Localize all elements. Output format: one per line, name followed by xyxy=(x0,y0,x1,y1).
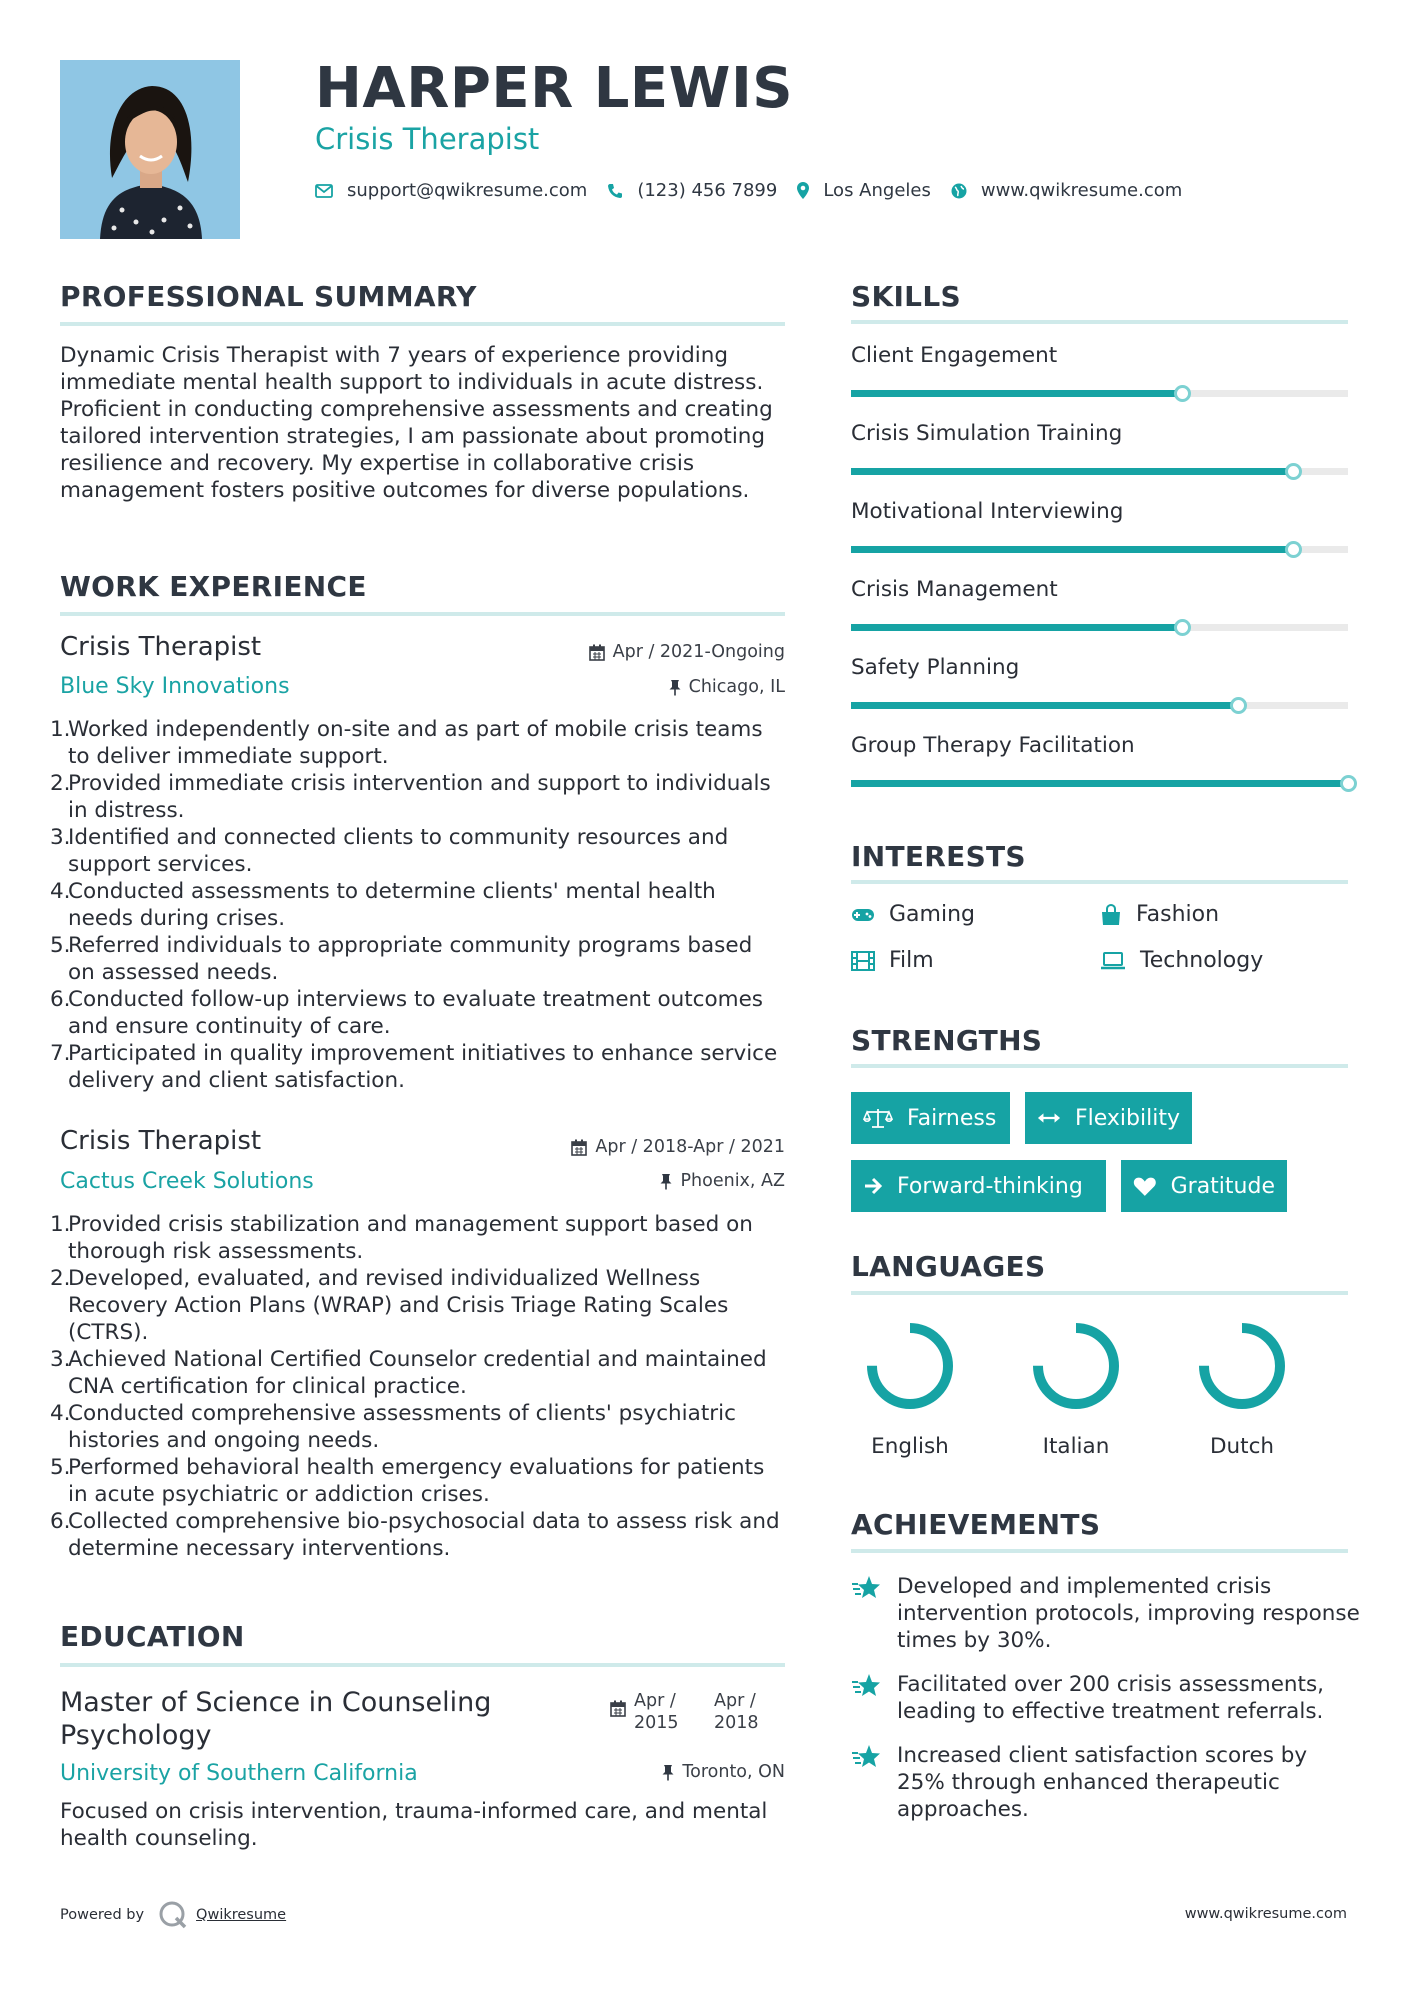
education-heading: EDUCATION xyxy=(60,1620,245,1653)
footer-powered-by: Powered by Qwikresume xyxy=(60,1900,286,1930)
strengths-heading: STRENGTHS xyxy=(851,1024,1043,1057)
skill-label: Safety Planning xyxy=(851,655,1020,680)
skill-bar xyxy=(851,546,1348,553)
skill-bar-fill xyxy=(851,702,1238,709)
strengths-divider xyxy=(851,1064,1348,1068)
list-item: 4. Conducted assessments to determine clients' mental health needs during crises. xyxy=(50,879,716,931)
job-location-text: Phoenix, AZ xyxy=(680,1171,785,1191)
education-end: Apr / 2018 xyxy=(714,1691,759,1733)
achievement-item: Facilitated over 200 crisis assessments, leading to effective treatment referrals. xyxy=(851,1671,1361,1725)
star-icon xyxy=(851,1673,881,1699)
arrow-right-icon xyxy=(863,1176,883,1196)
degree-title: Master of Science in Counseling Psychology xyxy=(60,1687,492,1751)
job-dates xyxy=(589,642,785,662)
job-location xyxy=(660,1171,785,1191)
job-responsibilities xyxy=(50,1211,785,1562)
pin-icon xyxy=(669,679,681,696)
skill-bar-knob xyxy=(1285,463,1302,480)
calendar-icon xyxy=(589,644,605,661)
interest-item: Fashion xyxy=(1100,902,1219,927)
profile-photo xyxy=(60,60,240,239)
interest-item: Film xyxy=(851,948,934,973)
qwikresume-logo-icon xyxy=(158,1900,188,1930)
gamepad-icon xyxy=(851,907,875,923)
contact-phone[interactable] xyxy=(607,180,777,201)
school-name: University of Southern California xyxy=(60,1761,418,1786)
experience-heading: WORK EXPERIENCE xyxy=(60,570,367,603)
candidate-role: Crisis Therapist xyxy=(315,122,540,156)
summary-text: Dynamic Crisis Therapist with 7 years of experience providing immediate mental health support to individuals in acute distress. Proficient in conducting comprehensive assessments and creating tailored intervention strategies, I am passionate about promoting resilience and recovery. My expertise in collaborative crisis management fosters positive outcomes for diverse populations. xyxy=(60,343,773,503)
pin-icon xyxy=(660,1173,672,1190)
contact-location xyxy=(797,180,931,201)
summary-divider xyxy=(60,322,785,326)
calendar-icon xyxy=(571,1139,587,1156)
phone-icon xyxy=(607,183,623,199)
skill-bar-knob xyxy=(1340,775,1357,792)
languages-heading: LANGUAGES xyxy=(851,1250,1046,1283)
strength-badge: Forward-thinking xyxy=(851,1160,1106,1212)
pin-icon xyxy=(662,1764,674,1781)
summary-heading: PROFESSIONAL SUMMARY xyxy=(60,280,477,313)
skill-bar-fill xyxy=(851,390,1182,397)
list-item: 6. Collected comprehensive bio-psychosocial data to assess risk and determine necessary interventions. xyxy=(50,1509,780,1561)
education-location xyxy=(662,1762,785,1782)
achievements-divider xyxy=(851,1549,1348,1553)
skill-bar xyxy=(851,468,1348,475)
website-text: www.qwikresume.com xyxy=(980,180,1183,201)
list-item: 3. Identified and connected clients to community resources and support services. xyxy=(50,825,729,877)
skill-label: Motivational Interviewing xyxy=(851,499,1124,524)
strength-badge: Flexibility xyxy=(1025,1092,1192,1144)
language-ring xyxy=(1194,1318,1290,1414)
list-item: 4. Conducted comprehensive assessments of clients' psychiatric histories and ongoing needs. xyxy=(50,1401,736,1453)
skill-bar xyxy=(851,780,1348,787)
experience-divider xyxy=(60,612,785,616)
language-item xyxy=(1187,1318,1297,1459)
skill-label: Client Engagement xyxy=(851,343,1058,368)
job-title: Crisis Therapist xyxy=(60,1126,262,1156)
heart-icon xyxy=(1133,1176,1157,1197)
footer-website[interactable]: www.qwikresume.com xyxy=(1184,1906,1347,1922)
globe-icon xyxy=(951,183,967,199)
list-item: 6. Conducted follow-up interviews to evaluate treatment outcomes and ensure continuity of care. xyxy=(50,987,764,1039)
phone-text: (123) 456 7899 xyxy=(637,180,778,201)
star-icon xyxy=(851,1575,881,1601)
interests-divider xyxy=(851,880,1348,884)
envelope-icon xyxy=(315,184,333,198)
language-item xyxy=(855,1318,965,1459)
languages-divider xyxy=(851,1291,1348,1295)
job-responsibilities xyxy=(50,716,785,1094)
company-name: Blue Sky Innovations xyxy=(60,674,290,699)
language-ring xyxy=(862,1318,958,1414)
star-icon xyxy=(851,1744,881,1770)
language-name: Italian xyxy=(1042,1434,1110,1459)
education-dates xyxy=(610,1690,794,1734)
job-dates-text: Apr / 2018-Apr / 2021 xyxy=(595,1137,785,1157)
job-title: Crisis Therapist xyxy=(60,632,262,662)
skill-bar-fill xyxy=(851,546,1293,553)
contact-bar xyxy=(315,180,1182,201)
footer-brand-link[interactable]: Qwikresume xyxy=(196,1907,287,1923)
shopping-bag-icon xyxy=(1100,904,1122,926)
candidate-name: HARPER LEWIS xyxy=(315,56,794,121)
education-start: Apr / 2015 xyxy=(634,1691,679,1733)
email-text: support@qwikresume.com xyxy=(347,180,588,201)
achievement-item: Increased client satisfaction scores by 25% through enhanced therapeutic approaches. xyxy=(851,1742,1361,1823)
laptop-icon xyxy=(1100,952,1126,970)
skill-label: Crisis Simulation Training xyxy=(851,421,1123,446)
calendar-icon xyxy=(610,1700,626,1717)
skill-bar-fill xyxy=(851,468,1293,475)
balance-scale-icon xyxy=(863,1107,893,1129)
job-dates xyxy=(571,1137,785,1157)
language-name: Dutch xyxy=(1209,1434,1275,1459)
skills-heading: SKILLS xyxy=(851,280,961,313)
list-item: 5. Referred individuals to appropriate community programs based on assessed needs. xyxy=(50,933,753,985)
achievements-heading: ACHIEVEMENTS xyxy=(851,1508,1101,1541)
list-item: 5. Performed behavioral health emergency evaluations for patients in acute psychiatric or addiction crises. xyxy=(50,1455,765,1507)
achievement-item: Developed and implemented crisis intervention protocols, improving response times by 30%. xyxy=(851,1573,1361,1654)
education-location-text: Toronto, ON xyxy=(682,1762,785,1782)
skill-bar-knob xyxy=(1230,697,1247,714)
job-location xyxy=(669,677,785,697)
arrows-horizontal-icon xyxy=(1037,1111,1061,1125)
interests-heading: INTERESTS xyxy=(851,840,1026,873)
film-icon xyxy=(851,951,875,971)
education-description: Focused on crisis intervention, trauma-informed care, and mental health counseling. xyxy=(60,1799,768,1851)
list-item: 1. Provided crisis stabilization and management support based on thorough risk assessments. xyxy=(50,1212,753,1264)
skill-label: Group Therapy Facilitation xyxy=(851,733,1135,758)
language-item xyxy=(1021,1318,1131,1459)
list-item: 3. Achieved National Certified Counselor credential and maintained CNA certification for clinical practice. xyxy=(50,1347,767,1399)
language-name: English xyxy=(871,1434,949,1459)
company-name: Cactus Creek Solutions xyxy=(60,1169,314,1194)
interest-item: Technology xyxy=(1100,948,1263,973)
skill-bar-knob xyxy=(1174,385,1191,402)
skill-bar-fill xyxy=(851,780,1348,787)
interest-item: Gaming xyxy=(851,902,975,927)
list-item: 2. Provided immediate crisis intervention and support to individuals in distress. xyxy=(50,771,771,823)
contact-email[interactable] xyxy=(315,180,587,201)
skill-bar xyxy=(851,624,1348,631)
language-ring xyxy=(1028,1318,1124,1414)
list-item: 1. Worked independently on-site and as part of mobile crisis teams to deliver immediate support. xyxy=(50,717,763,769)
list-item: 7. Participated in quality improvement initiatives to enhance service delivery and client satisfaction. xyxy=(50,1041,778,1093)
skill-bar xyxy=(851,390,1348,397)
skill-label: Crisis Management xyxy=(851,577,1058,602)
location-text: Los Angeles xyxy=(823,180,931,201)
skill-bar-fill xyxy=(851,624,1182,631)
job-location-text: Chicago, IL xyxy=(688,677,785,697)
education-divider xyxy=(60,1663,785,1667)
list-item: 2. Developed, evaluated, and revised individualized Wellness Recovery Action Plans (WRAP) and Crisis Triage Rating Scales (CTRS). xyxy=(50,1266,729,1345)
job-dates-text: Apr / 2021-Ongoing xyxy=(612,642,785,662)
skill-bar-knob xyxy=(1285,541,1302,558)
skill-bar-knob xyxy=(1174,619,1191,636)
contact-website[interactable] xyxy=(951,180,1182,201)
skill-bar xyxy=(851,702,1348,709)
strength-badge: Gratitude xyxy=(1121,1160,1287,1212)
skills-divider xyxy=(851,320,1348,324)
map-pin-icon xyxy=(797,182,809,199)
strength-badge: Fairness xyxy=(851,1092,1010,1144)
